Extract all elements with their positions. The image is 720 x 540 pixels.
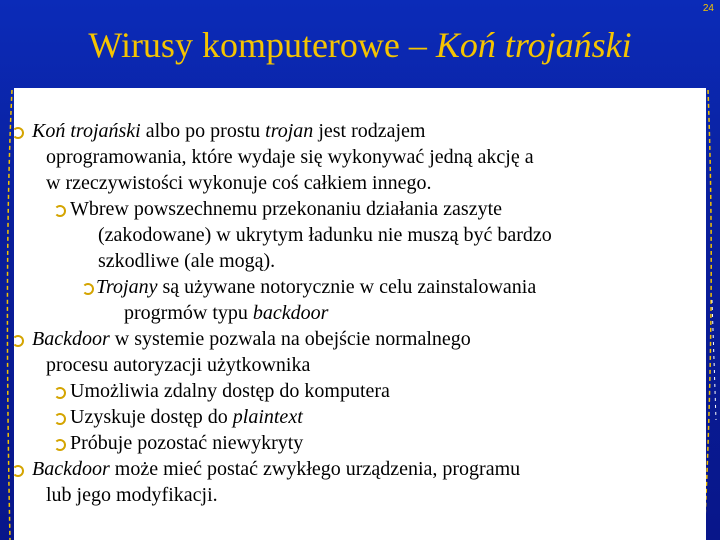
text-segment: backdoor bbox=[252, 302, 329, 324]
page-number: 24 bbox=[702, 3, 714, 14]
text-segment: trojan bbox=[265, 120, 314, 142]
title-italic: Koń trojański bbox=[435, 25, 632, 65]
text-segment: Umożliwia zdalny dostęp do komputera bbox=[70, 380, 390, 402]
text-segment: Backdoor bbox=[32, 458, 110, 480]
content-panel bbox=[14, 88, 706, 540]
text-segment: szkodliwe (ale mogą). bbox=[98, 250, 276, 272]
text-line bbox=[96, 275, 536, 299]
text-segment: Koń trojański bbox=[32, 120, 141, 142]
text-line bbox=[46, 353, 310, 377]
title-plain: Wirusy komputerowe – bbox=[88, 25, 427, 65]
text-segment: Backdoor bbox=[32, 328, 110, 350]
bullet-icon bbox=[54, 413, 66, 425]
text-segment: progrmów typu bbox=[124, 302, 253, 324]
text-segment: Wbrew powszechnemu przekonaniu działania zaszyte bbox=[70, 198, 503, 220]
text-segment: lub jego modyfikacji. bbox=[46, 484, 218, 506]
text-line bbox=[98, 223, 552, 247]
text-segment: Uzyskuje dostęp do bbox=[70, 406, 233, 428]
bullet-icon bbox=[12, 335, 24, 347]
text-segment: Próbuje pozostać niewykryty bbox=[70, 432, 304, 454]
bullet-icon bbox=[12, 465, 24, 477]
text-line bbox=[124, 301, 328, 325]
bullet-icon bbox=[12, 127, 24, 139]
text-line bbox=[46, 483, 218, 507]
text-line bbox=[70, 379, 390, 403]
bullet-icon bbox=[54, 387, 66, 399]
text-segment: albo po prostu bbox=[140, 120, 266, 142]
text-line bbox=[70, 431, 303, 455]
text-line bbox=[32, 119, 426, 143]
text-segment: (zakodowane) w ukrytym ładunku nie muszą być bardzo bbox=[98, 224, 552, 246]
text-segment: procesu autoryzacji użytkownika bbox=[46, 354, 311, 376]
text-line bbox=[70, 405, 303, 429]
slide-title bbox=[0, 24, 720, 66]
bullet-icon bbox=[54, 205, 66, 217]
text-segment: jest rodzajem bbox=[313, 120, 426, 142]
text-line bbox=[46, 171, 431, 195]
text-segment: oprogramowania, które wydaje się wykonywać jedną akcję a bbox=[46, 146, 534, 168]
bullet-icon bbox=[82, 283, 94, 295]
bullet-icon bbox=[54, 439, 66, 451]
text-segment: plaintext bbox=[232, 406, 303, 428]
text-segment: może mieć postać zwykłego urządzenia, programu bbox=[109, 458, 521, 480]
text-line bbox=[46, 145, 534, 169]
text-segment: w systemie pozwala na obejście normalnego bbox=[109, 328, 471, 350]
text-line bbox=[98, 249, 275, 273]
text-line bbox=[32, 457, 520, 481]
text-line bbox=[32, 327, 471, 351]
text-segment: są używane notorycznie w celu zainstalowania bbox=[157, 276, 537, 298]
text-segment: w rzeczywistości wykonuje coś całkiem innego. bbox=[46, 172, 432, 194]
text-segment: Trojany bbox=[96, 276, 158, 298]
text-line bbox=[70, 197, 502, 221]
